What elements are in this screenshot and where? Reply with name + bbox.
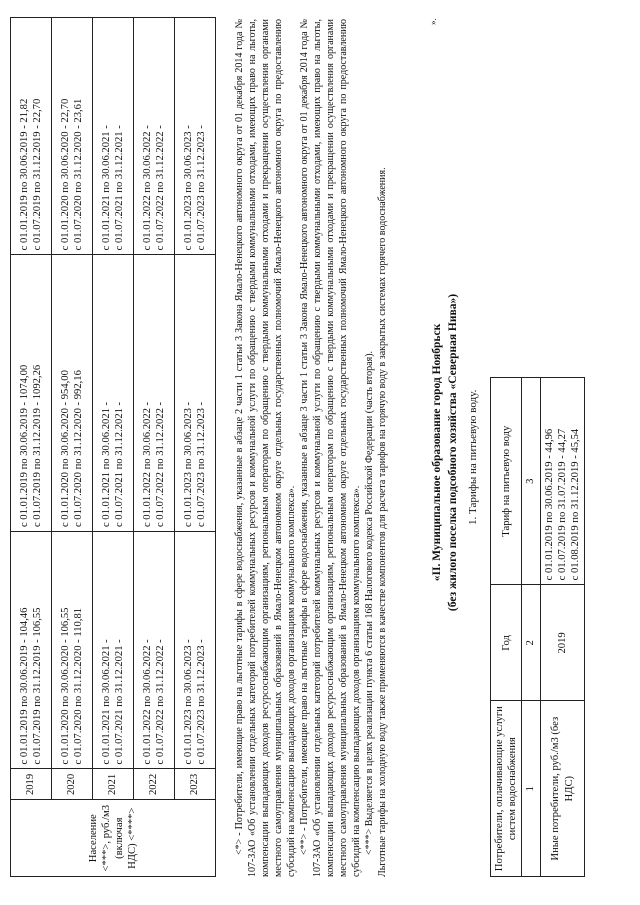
footnote-4: Льготные тарифы на холодную воду также применяются в качестве компонентов для расчета тарифов на горячую воду в закрытых системах горячего водоснабжения. (377, 167, 388, 877)
subsection-heading: 1. Тарифы на питьевую воду. (467, 389, 479, 525)
year-cell: 2021 (93, 769, 134, 800)
table-row (52, 18, 93, 877)
preferential-tariffs-table (10, 17, 216, 877)
table-row (11, 18, 52, 877)
tariff-cell: с 01.01.2021 по 30.06.2021 - с 01.07.2021 по 31.12.2021 - (93, 255, 134, 532)
footnote-3: <***> Выделяется в целях реализации пункта 6 статьи 168 Налогового кодекса Российской Федерации (часть вторая). (364, 350, 375, 855)
tariff-cell: с 01.01.2022 по 30.06.2022 - с 01.07.2022 по 31.12.2022 - (134, 18, 175, 255)
tariff-cell: с 01.01.2022 по 30.06.2022 - с 01.07.2022 по 31.12.2022 - (134, 255, 175, 532)
year-cell: 2020 (52, 769, 93, 800)
tariff-cell: с 01.01.2023 по 30.06.2023 - с 01.07.2023 по 31.12.2023 - (175, 18, 216, 255)
tariff-cell: с 01.01.2021 по 30.06.2021 - с 01.07.2021 по 31.12.2021 - (93, 18, 134, 255)
column-header: Тариф на питьевую воду (491, 378, 522, 585)
table-row (134, 18, 175, 877)
table-row (175, 18, 216, 877)
year-cell: 2023 (175, 769, 216, 800)
tariff-cell: с 01.01.2020 по 30.06.2020 - 106,55 с 01.07.2020 по 31.12.2020 - 110,81 (52, 532, 93, 769)
year-cell: 2019 (540, 585, 585, 701)
footnote-1: <*> - Потребители, имеющие право на льготные тарифы в сфере водоснабжения, указанные в абзаце 2 части 1 статьи 3 Закона Ямало-Ненецкого автономного округа от 01 декабря 2014 года № 107-ЗАО «Об установлении отдельных категорий потребителей коммунальных ресурсов и коммунальной услуги по обращению с твердыми коммунальными отходами, имеющих право на льготы, компенсации выпадающих доходов ресурсоснабжающим организациям, региональным операторам по обращению с твердыми коммунальными отходами и прекращении осуществления органами местного самоуправления муниципальных образований в Ямало-Ненецком автономном округе отдельных государственных полномочий Ямало-Ненецкого автономного округа по предоставлению субсидий на компенсацию выпадающих доходов организациям коммунального комплекса». (234, 19, 297, 877)
table-row (540, 378, 585, 877)
footnotes (233, 19, 389, 877)
column-number: 3 (522, 378, 540, 585)
section-title: «II. Муниципальное образование город Ноябрьск (431, 323, 443, 582)
tariff-cell: с 01.01.2020 по 30.06.2020 - 954,00 с 01.07.2020 по 31.12.2020 - 992,16 (52, 255, 93, 532)
header-row (491, 378, 522, 877)
table-row (93, 18, 134, 877)
tariff-cell: с 01.01.2023 по 30.06.2023 - с 01.07.2023 по 31.12.2023 - (175, 255, 216, 532)
year-cell: 2022 (134, 769, 175, 800)
tariff-cell: с 01.01.2023 по 30.06.2023 - с 01.07.2023 по 31.12.2023 - (175, 532, 216, 769)
column-header: Потребители, оплачивающие услуги систем водоснабжения (491, 701, 522, 877)
tariff-cell: с 01.01.2019 по 30.06.2019 - 1074,00 с 01.07.2019 по 31.12.2019 - 1092,26 (11, 255, 52, 532)
tariff-cell: с 01.01.2022 по 30.06.2022 - с 01.07.2022 по 31.12.2022 - (134, 532, 175, 769)
category-cell: Население <***>, руб./м3 (включая НДС) <****> (11, 800, 216, 877)
number-row (522, 378, 540, 877)
tariff-cell: с 01.01.2019 по 30.06.2019 - 44,96 с 01.07.2019 по 31.07.2019 - 44,27 с 01.08.2019 по 31.12.2019 - 45,54 (540, 378, 585, 585)
column-header: Год (491, 585, 522, 701)
section-heading (430, 0, 461, 905)
tariff-cell: с 01.01.2020 по 30.06.2020 - 22,70 с 01.07.2020 по 31.12.2020 - 23,61 (52, 18, 93, 255)
column-number: 1 (522, 701, 540, 877)
year-cell: 2019 (11, 769, 52, 800)
consumer-cell: Иные потребители, руб./м3 (без НДС) (540, 701, 585, 877)
tariff-cell: с 01.01.2021 по 30.06.2021 - с 01.07.2021 по 31.12.2021 - (93, 532, 134, 769)
footnote-2: <**> - Потребители, имеющие право на льготные тарифы в сфере водоснабжения, указанные в абзаце 3 части 1 статьи 3 Закона Ямало-Ненецкого автономного округа от 01 декабря 2014 года № 107-ЗАО «Об установлении отдельных категорий потребителей коммунальных ресурсов и коммунальной услуги по обращению с твердыми коммунальными отходами, имеющих право на льготы, компенсации выпадающих доходов ресурсоснабжающим организациям, региональным операторам по обращению с твердыми коммунальными отходами и прекращении осуществления органами местного самоуправления муниципальных образований в Ямало-Ненецком автономном округе отдельных государственных полномочий Ямало-Ненецкого автономного округа по предоставлению субсидий на компенсацию выпадающих доходов организациям коммунального комплекса». (299, 19, 362, 877)
tariff-cell: с 01.01.2019 по 30.06.2019 - 21,82 с 01.07.2019 по 31.12.2019 - 22,70 (11, 18, 52, 255)
closing-quote-marker: ». (428, 18, 438, 25)
section-subtitle: (без жилого поселка подсобного хозяйства «Северная Нива») (446, 293, 459, 612)
drinking-water-tariff-table (490, 377, 585, 877)
tariff-cell: с 01.01.2019 по 30.06.2019 - 104,46 с 01.07.2019 по 31.12.2019 - 106,55 (11, 532, 52, 769)
column-number: 2 (522, 585, 540, 701)
